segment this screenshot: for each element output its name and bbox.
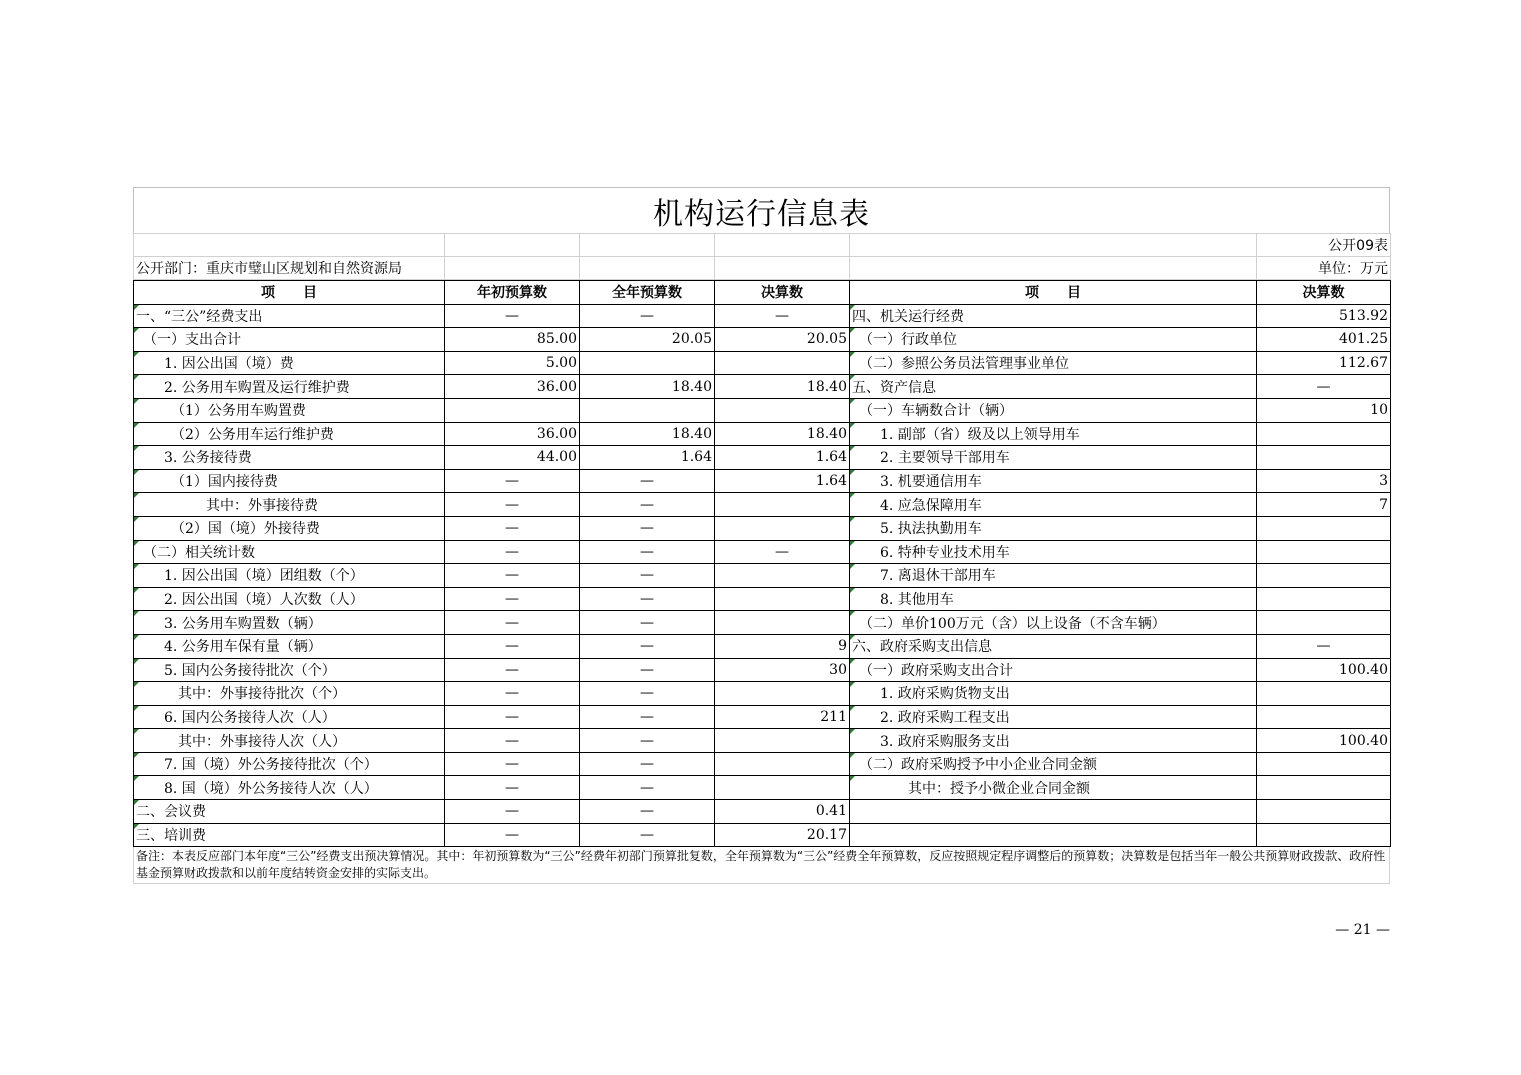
table-row <box>134 752 1391 776</box>
row-final-account-right <box>1257 564 1391 588</box>
row-item-label-right: 8. 其他用车 <box>850 587 1257 611</box>
row-item-label-right: 1. 政府采购货物支出 <box>850 682 1257 706</box>
header-row <box>134 281 1391 305</box>
row-item-label-right: 五、资产信息 <box>850 375 1257 399</box>
row-full-year-budget: — <box>580 705 715 729</box>
meta-empty <box>445 257 580 280</box>
row-final-account <box>715 682 850 706</box>
row-initial-budget: — <box>445 729 580 753</box>
row-initial-budget: — <box>445 800 580 824</box>
row-item-label: 一、“三公”经费支出 <box>134 304 445 328</box>
row-final-account <box>715 776 850 800</box>
row-initial-budget: 85.00 <box>445 328 580 352</box>
row-initial-budget: — <box>445 776 580 800</box>
row-item-label-right: （二）参照公务员法管理事业单位 <box>850 351 1257 375</box>
table-row <box>134 398 1391 422</box>
row-final-account <box>715 587 850 611</box>
row-final-account-right <box>1257 776 1391 800</box>
row-item-label: 6. 国内公务接待人次（人） <box>134 705 445 729</box>
row-full-year-budget: 20.05 <box>580 328 715 352</box>
row-item-label: （1）公务用车购置费 <box>134 398 445 422</box>
meta-empty <box>580 234 715 257</box>
row-full-year-budget: — <box>580 752 715 776</box>
table-row <box>134 493 1391 517</box>
row-initial-budget: — <box>445 611 580 635</box>
row-final-account <box>715 611 850 635</box>
row-final-account: 20.17 <box>715 823 850 847</box>
row-item-label: 5. 国内公务接待批次（个） <box>134 658 445 682</box>
row-full-year-budget: — <box>580 776 715 800</box>
row-final-account-right <box>1257 682 1391 706</box>
row-final-account-right: — <box>1257 634 1391 658</box>
row-initial-budget: — <box>445 823 580 847</box>
row-item-label-right: 六、政府采购支出信息 <box>850 634 1257 658</box>
meta-empty <box>580 257 715 280</box>
row-initial-budget: — <box>445 304 580 328</box>
row-final-account-right <box>1257 446 1391 470</box>
row-full-year-budget: — <box>580 493 715 517</box>
row-full-year-budget: — <box>580 823 715 847</box>
row-initial-budget: — <box>445 658 580 682</box>
table-row <box>134 611 1391 635</box>
row-item-label-right: 7. 离退休干部用车 <box>850 564 1257 588</box>
table-row <box>134 540 1391 564</box>
row-full-year-budget: — <box>580 540 715 564</box>
table-row <box>134 375 1391 399</box>
row-final-account: 211 <box>715 705 850 729</box>
row-item-label-right: 5. 执法执勤用车 <box>850 516 1257 540</box>
row-item-label: （1）国内接待费 <box>134 469 445 493</box>
meta-empty <box>850 257 1257 280</box>
row-initial-budget: — <box>445 540 580 564</box>
row-final-account <box>715 398 850 422</box>
row-full-year-budget: — <box>580 587 715 611</box>
footnote: 备注：本表反应部门本年度“三公”经费支出预决算情况。其中：年初预算数为“三公”经费年初部门预算批复数，全年预算数为“三公”经费全年预算数，反应按照规定程序调整后的预算数；决算数是包括当年一般公共预算财政拨款、政府性基金预算财政拨款和以前年度结转资金安排的实际支出。 <box>133 847 1390 884</box>
row-final-account-right: 100.40 <box>1257 658 1391 682</box>
row-item-label: （二）相关统计数 <box>134 540 445 564</box>
row-final-account-right: 10 <box>1257 398 1391 422</box>
row-full-year-budget: — <box>580 800 715 824</box>
row-initial-budget: — <box>445 587 580 611</box>
row-full-year-budget: 1.64 <box>580 446 715 470</box>
row-full-year-budget: — <box>580 469 715 493</box>
row-full-year-budget: — <box>580 634 715 658</box>
row-full-year-budget <box>580 398 715 422</box>
row-initial-budget: 5.00 <box>445 351 580 375</box>
table-code: 公开09表 <box>1257 234 1391 257</box>
row-item-label: 8. 国（境）外公务接待人次（人） <box>134 776 445 800</box>
row-final-account: — <box>715 304 850 328</box>
header-full-year-budget: 全年预算数 <box>580 281 715 305</box>
row-item-label-right: （二）政府采购授予中小企业合同金额 <box>850 752 1257 776</box>
row-item-label: 3. 公务接待费 <box>134 446 445 470</box>
row-initial-budget: — <box>445 493 580 517</box>
row-full-year-budget: 18.40 <box>580 422 715 446</box>
table-row <box>134 776 1391 800</box>
row-item-label: 2. 因公出国（境）人次数（人） <box>134 587 445 611</box>
row-item-label-right: 四、机关运行经费 <box>850 304 1257 328</box>
row-item-label-right: 2. 主要领导干部用车 <box>850 446 1257 470</box>
row-item-label: （2）公务用车运行维护费 <box>134 422 445 446</box>
row-initial-budget <box>445 398 580 422</box>
table-row <box>134 682 1391 706</box>
row-initial-budget: 36.00 <box>445 422 580 446</box>
row-final-account: 30 <box>715 658 850 682</box>
row-item-label: 其中：外事接待批次（个） <box>134 682 445 706</box>
row-final-account-right <box>1257 705 1391 729</box>
row-final-account-right <box>1257 516 1391 540</box>
row-item-label: 其中：外事接待费 <box>134 493 445 517</box>
data-table <box>133 280 1391 847</box>
row-final-account-right <box>1257 752 1391 776</box>
meta-empty <box>715 257 850 280</box>
row-item-label-right: 6. 特种专业技术用车 <box>850 540 1257 564</box>
row-initial-budget: — <box>445 705 580 729</box>
row-item-label: （2）国（境）外接待费 <box>134 516 445 540</box>
row-initial-budget: — <box>445 564 580 588</box>
row-item-label-right <box>850 800 1257 824</box>
row-item-label-right: 2. 政府采购工程支出 <box>850 705 1257 729</box>
row-item-label: 4. 公务用车保有量（辆） <box>134 634 445 658</box>
row-item-label-right: （二）单价100万元（含）以上设备（不含车辆） <box>850 611 1257 635</box>
header-final-account-right: 决算数 <box>1257 281 1391 305</box>
table-row <box>134 446 1391 470</box>
row-item-label-right: 4. 应急保障用车 <box>850 493 1257 517</box>
table-row <box>134 634 1391 658</box>
row-full-year-budget: — <box>580 682 715 706</box>
row-item-label: 2. 公务用车购置及运行维护费 <box>134 375 445 399</box>
row-item-label: 3. 公务用车购置数（辆） <box>134 611 445 635</box>
meta-empty <box>134 234 445 257</box>
row-final-account: 0.41 <box>715 800 850 824</box>
row-item-label-right: 1. 副部（省）级及以上领导用车 <box>850 422 1257 446</box>
row-final-account-right: 112.67 <box>1257 351 1391 375</box>
row-full-year-budget: — <box>580 611 715 635</box>
row-final-account: 1.64 <box>715 469 850 493</box>
row-full-year-budget: — <box>580 729 715 753</box>
row-final-account-right <box>1257 823 1391 847</box>
row-item-label-right: 其中：授予小微企业合同金额 <box>850 776 1257 800</box>
row-item-label-right: 3. 机要通信用车 <box>850 469 1257 493</box>
meta-empty <box>445 234 580 257</box>
row-final-account: 1.64 <box>715 446 850 470</box>
row-full-year-budget: — <box>580 564 715 588</box>
table-row <box>134 800 1391 824</box>
table-row <box>134 351 1391 375</box>
row-final-account <box>715 752 850 776</box>
row-initial-budget: — <box>445 682 580 706</box>
table-row <box>134 705 1391 729</box>
report-frame <box>133 187 1390 884</box>
row-item-label: 7. 国（境）外公务接待批次（个） <box>134 752 445 776</box>
row-item-label-right <box>850 823 1257 847</box>
table-row <box>134 587 1391 611</box>
meta-empty <box>715 234 850 257</box>
header-item-right: 项 目 <box>850 281 1257 305</box>
row-full-year-budget: — <box>580 516 715 540</box>
row-full-year-budget: — <box>580 304 715 328</box>
row-final-account-right <box>1257 587 1391 611</box>
row-item-label: （一）支出合计 <box>134 328 445 352</box>
page-title: 机构运行信息表 <box>133 187 1390 233</box>
row-final-account-right: 100.40 <box>1257 729 1391 753</box>
row-item-label: 1. 因公出国（境）团组数（个） <box>134 564 445 588</box>
row-initial-budget: 36.00 <box>445 375 580 399</box>
table-row <box>134 516 1391 540</box>
row-final-account: 18.40 <box>715 375 850 399</box>
header-item-left: 项 目 <box>134 281 445 305</box>
table-row <box>134 564 1391 588</box>
row-final-account: 20.05 <box>715 328 850 352</box>
row-final-account-right: 3 <box>1257 469 1391 493</box>
header-initial-budget: 年初预算数 <box>445 281 580 305</box>
row-initial-budget: — <box>445 516 580 540</box>
row-item-label-right: （一）行政单位 <box>850 328 1257 352</box>
row-item-label-right: （一）车辆数合计（辆） <box>850 398 1257 422</box>
row-item-label: 三、培训费 <box>134 823 445 847</box>
row-final-account: — <box>715 540 850 564</box>
table-row <box>134 304 1391 328</box>
table-row <box>134 469 1391 493</box>
row-final-account-right: — <box>1257 375 1391 399</box>
row-initial-budget: — <box>445 469 580 493</box>
department-label: 公开部门：重庆市璧山区规划和自然资源局 <box>134 257 445 280</box>
row-final-account-right: 7 <box>1257 493 1391 517</box>
row-item-label-right: （一）政府采购支出合计 <box>850 658 1257 682</box>
row-item-label: 二、会议费 <box>134 800 445 824</box>
meta-table <box>133 233 1391 280</box>
row-final-account-right <box>1257 611 1391 635</box>
row-final-account-right <box>1257 422 1391 446</box>
row-item-label-right: 3. 政府采购服务支出 <box>850 729 1257 753</box>
row-full-year-budget: 18.40 <box>580 375 715 399</box>
row-full-year-budget: — <box>580 658 715 682</box>
row-final-account-right <box>1257 800 1391 824</box>
row-final-account <box>715 516 850 540</box>
row-full-year-budget <box>580 351 715 375</box>
table-row <box>134 823 1391 847</box>
row-final-account: 9 <box>715 634 850 658</box>
row-initial-budget: 44.00 <box>445 446 580 470</box>
table-row <box>134 658 1391 682</box>
row-final-account-right: 513.92 <box>1257 304 1391 328</box>
page-number: — 21 — <box>1335 922 1390 938</box>
header-final-account: 决算数 <box>715 281 850 305</box>
table-row <box>134 422 1391 446</box>
row-final-account <box>715 351 850 375</box>
table-row <box>134 328 1391 352</box>
row-final-account-right <box>1257 540 1391 564</box>
row-final-account <box>715 493 850 517</box>
row-final-account-right: 401.25 <box>1257 328 1391 352</box>
row-final-account <box>715 564 850 588</box>
row-initial-budget: — <box>445 634 580 658</box>
row-item-label: 1. 因公出国（境）费 <box>134 351 445 375</box>
table-row <box>134 729 1391 753</box>
unit-label: 单位：万元 <box>1257 257 1391 280</box>
row-final-account <box>715 729 850 753</box>
row-item-label: 其中：外事接待人次（人） <box>134 729 445 753</box>
row-initial-budget: — <box>445 752 580 776</box>
meta-empty <box>850 234 1257 257</box>
row-final-account: 18.40 <box>715 422 850 446</box>
